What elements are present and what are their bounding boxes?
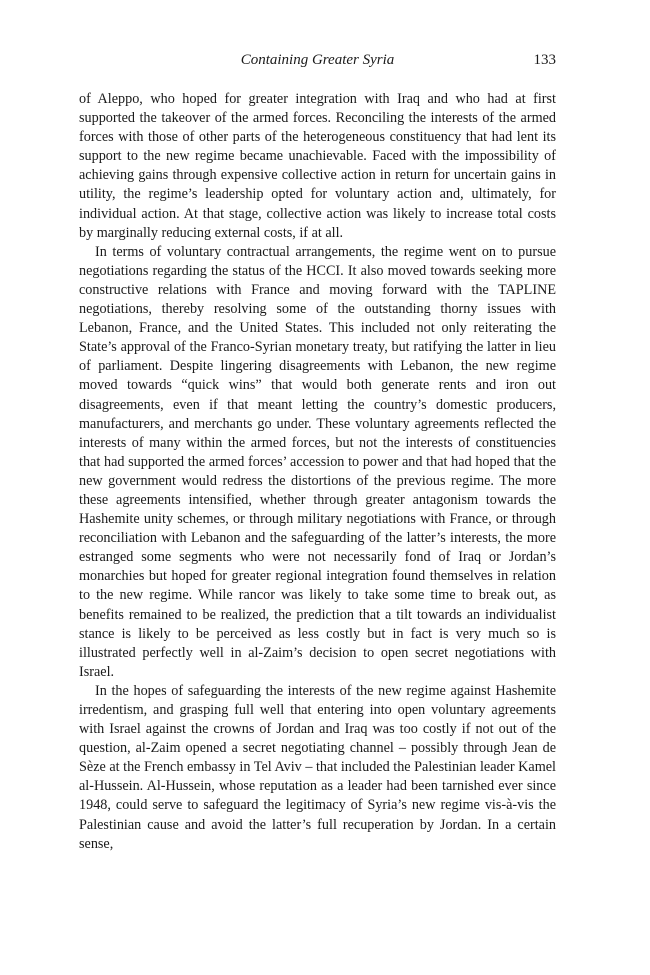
paragraph-secret-negotiations: In the hopes of safeguarding the interests of the new regime against Hashemite irredentism, and grasping full well that entering into open voluntary agreements with Israel against the crowns of Jordan and Iraq was too costly if not out of the question, al-Zaim opened a secret negotiating channel – possibly through Jean de Sèze at the French embassy in Tel Aviv – that included the Palestinian leader Kamel al-Hussein. Al-Hussein, whose reputation as a leader had been tarnished ever since 1948, could serve to safeguard the legitimacy of Syria’s new regime vis-à-vis the Palestinian cause and avoid the latter’s full recuperation by Jordan. In a certain sense, [79, 682, 556, 852]
running-title: Containing Greater Syria [240, 52, 395, 68]
page-number: 133 [533, 52, 556, 68]
paragraph-voluntary-arrangements: In terms of voluntary contractual arrangements, the regime went on to pursue negotiations regarding the status of the HCCI. It also moved towards seeking more constructive relations with France and moving forward with the TAPLINE negotiations, thereby resolving some of the outstanding thorny issues with Lebanon, France, and the United States. This included not only reiterating the State’s approval of the Franco-Syrian monetary treaty, but ratifying the latter in lieu of parliament. Despite lingering disagreements with Lebanon, the new regime moved towards “quick wins” that would both generate rents and iron out disagreements, even if that meant letting the country’s domestic producers, manufacturers, and merchants go under. These voluntary agreements reflected the interests of many within the armed forces, but not the interests of constituencies that had supported the armed forces’ accession to power and that had hoped that the new government would redress the distortions of the previous regime. The more these agreements intensified, whether through greater antagonism towards the Hashemite unity schemes, or through military negotiations with France, or through reconciliation with Lebanon and the safeguarding of the latter’s interests, the more estranged some segments who were not necessarily fond of Iraq or Jordan’s monarchies but hoped for greater regional integration found themselves in relation to the new regime. While rancor was likely to take some time to break out, as benefits remained to be realized, the prediction that a tilt towards an individualist stance is likely to be perceived as less costly but in fact is very much so is illustrated perfectly well in al-Zaim’s decision to open secret negotiations with Israel. [79, 243, 556, 680]
body-text [79, 90, 556, 854]
book-page [79, 50, 556, 854]
paragraph-continued: of Aleppo, who hoped for greater integration with Iraq and who had at first supported the takeover of the armed forces. Reconciling the interests of the armed forces with those of other parts of the heterogeneous constituency that had lent its support to the new regime became unachievable. Faced with the impossibility of achieving gains through expensive collective action in return for uncertain gains in utility, the regime’s leadership opted for voluntary action and, ultimately, for individual action. At that stage, collective action was likely to increase total costs by marginally reducing external costs, if at all. [79, 91, 556, 241]
running-head [79, 50, 556, 74]
